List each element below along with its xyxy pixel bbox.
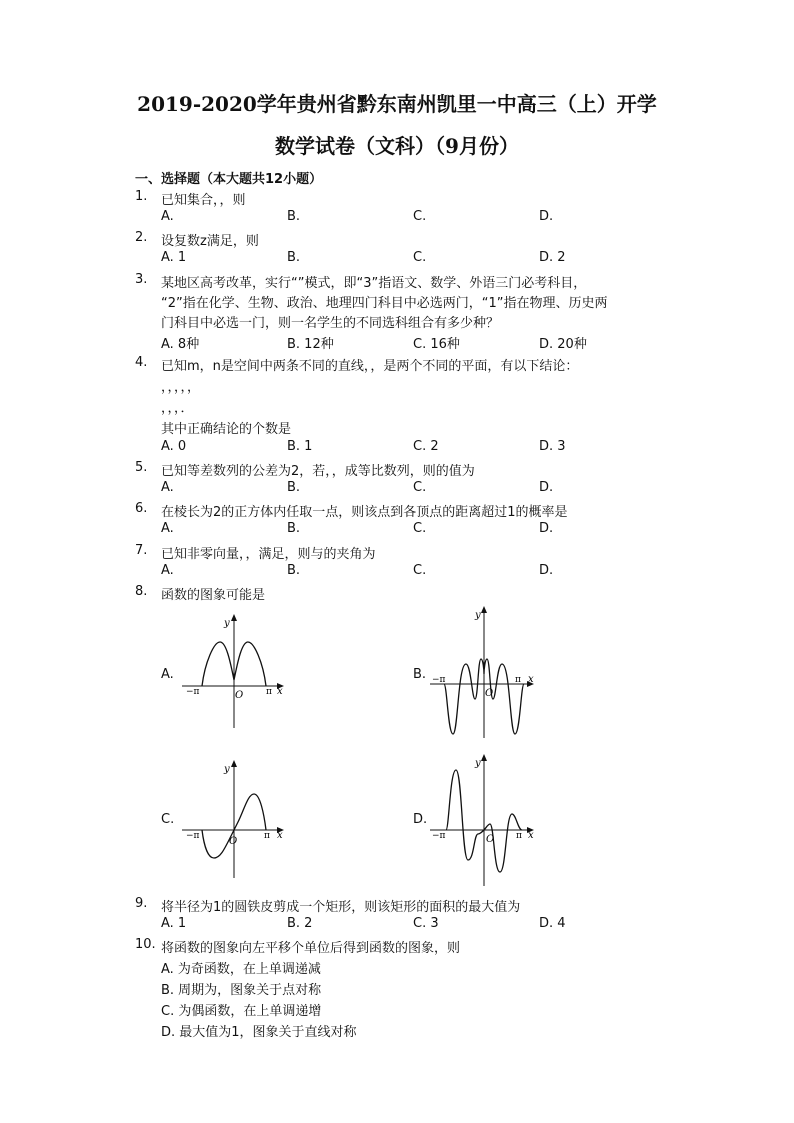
graph-c-label: C.: [161, 812, 175, 827]
x-axis-label: x: [277, 830, 283, 841]
question-number: 2.: [135, 230, 148, 245]
origin-label: O: [235, 690, 244, 701]
origin-label: O: [486, 834, 495, 845]
option-b: B.: [287, 563, 301, 578]
exam-title-line2: 数学试卷（文科）（9月份）: [275, 134, 519, 158]
y-axis-label: y: [224, 764, 230, 775]
option-c: C.: [413, 209, 427, 224]
question-text-line2: “2”指在化学、生物、政治、地理四门科目中必选两门，“1”指在物理、历史两: [161, 296, 608, 311]
question-number: 1.: [135, 189, 148, 204]
option-c: C.: [413, 521, 427, 536]
option-a: A.: [161, 480, 174, 495]
pi-label: π: [515, 675, 521, 685]
option-b: B.: [287, 209, 301, 224]
question-text-line3: 门科目中必选一门，则一名学生的不同选科组合有多少种？: [161, 316, 500, 331]
origin-label: O: [485, 688, 494, 699]
option-b: B. 周期为，图象关于点对称: [161, 983, 322, 998]
neg-pi-label: −π: [186, 831, 200, 841]
graph-d: [428, 752, 540, 888]
question-text-line1: 已知m，n是空间中两条不同的直线，，是两个不同的平面，有以下结论：: [161, 359, 579, 374]
option-d: D.: [539, 480, 554, 495]
option-d: D.: [539, 563, 554, 578]
option-c: C. 16种: [413, 337, 460, 352]
option-d: D. 3: [539, 439, 566, 454]
question-number: 5.: [135, 460, 148, 475]
graph-a-label: A.: [161, 667, 174, 682]
origin-label: O: [229, 836, 238, 847]
neg-pi-label: −π: [432, 675, 446, 685]
question-text-line2: ，，，，，: [161, 380, 201, 395]
y-axis-label: y: [475, 758, 481, 769]
option-d: D. 4: [539, 916, 566, 931]
question-text-line3: ，，，．: [161, 401, 194, 416]
question-number: 6.: [135, 501, 148, 516]
option-d: D. 20种: [539, 337, 587, 352]
graph-b-label: B.: [413, 667, 427, 682]
option-a: A. 8种: [161, 337, 200, 352]
option-b: B.: [287, 521, 301, 536]
option-a: A. 1: [161, 250, 187, 265]
option-b: B. 12种: [287, 337, 334, 352]
option-a: A. 为奇函数，在上单调递减: [161, 962, 321, 977]
option-a: A.: [161, 521, 174, 536]
question-number: 7.: [135, 543, 148, 558]
option-d: D. 2: [539, 250, 566, 265]
option-c: C. 2: [413, 439, 439, 454]
pi-label: π: [264, 831, 270, 841]
question-number: 9.: [135, 896, 148, 911]
question-number: 8.: [135, 584, 148, 599]
neg-pi-label: −π: [432, 831, 446, 841]
option-c: C.: [413, 250, 427, 265]
pi-label: π: [516, 831, 522, 841]
option-a: A.: [161, 209, 174, 224]
exam-title-line1: 2019-2020学年贵州省黔东南州凯里一中高三（上）开学: [137, 92, 657, 116]
x-axis-label: x: [528, 674, 534, 685]
option-d: D.: [539, 521, 554, 536]
neg-pi-label: −π: [186, 687, 200, 697]
graph-b: [428, 604, 540, 740]
question-text: 将半径为1的圆铁皮剪成一个矩形，则该矩形的面积的最大值为: [161, 900, 521, 915]
option-d: D. 最大值为1，图象关于直线对称: [161, 1025, 357, 1040]
option-a: A. 1: [161, 916, 187, 931]
question-number: 10.: [135, 937, 156, 952]
option-b: B.: [287, 250, 301, 265]
graph-c: [180, 758, 290, 880]
option-c: C.: [413, 563, 427, 578]
x-axis-label: x: [528, 830, 534, 841]
option-d: D.: [539, 209, 554, 224]
question-number: 4.: [135, 355, 148, 370]
question-text: 设复数z满足，则: [161, 234, 259, 249]
question-text: 在棱长为2的正方体内任取一点，则该点到各顶点的距离超过1的概率是: [161, 505, 568, 520]
question-text-line1: 某地区高考改革，实行“”模式，即“3”指语文、数学、外语三门必考科目，: [161, 276, 587, 291]
y-axis-label: y: [475, 610, 481, 621]
option-a: A. 0: [161, 439, 187, 454]
x-axis-label: x: [277, 686, 283, 697]
question-text: 已知非零向量，，满足，则与的夹角为: [161, 547, 376, 562]
option-a: A.: [161, 563, 174, 578]
option-b: B.: [287, 480, 301, 495]
option-c: C. 为偶函数，在上单调递增: [161, 1004, 322, 1019]
option-b: B. 2: [287, 916, 313, 931]
option-b: B. 1: [287, 439, 313, 454]
option-c: C. 3: [413, 916, 439, 931]
y-axis-label: y: [224, 618, 230, 629]
question-text: 已知等差数列的公差为2，若，，成等比数列，则的值为: [161, 464, 475, 479]
question-text: 已知集合，，则: [161, 193, 246, 208]
graph-a: [180, 612, 290, 730]
question-number: 3.: [135, 272, 148, 287]
section-heading: 一、选择题（本大题共12小题）: [135, 172, 323, 187]
question-text: 函数的图象可能是: [161, 588, 266, 603]
graph-d-label: D.: [413, 812, 428, 827]
question-text-line4: 其中正确结论的个数是: [161, 422, 292, 437]
pi-label: π: [266, 687, 272, 697]
option-c: C.: [413, 480, 427, 495]
question-text: 将函数的图象向左平移个单位后得到函数的图象，则: [161, 941, 461, 956]
